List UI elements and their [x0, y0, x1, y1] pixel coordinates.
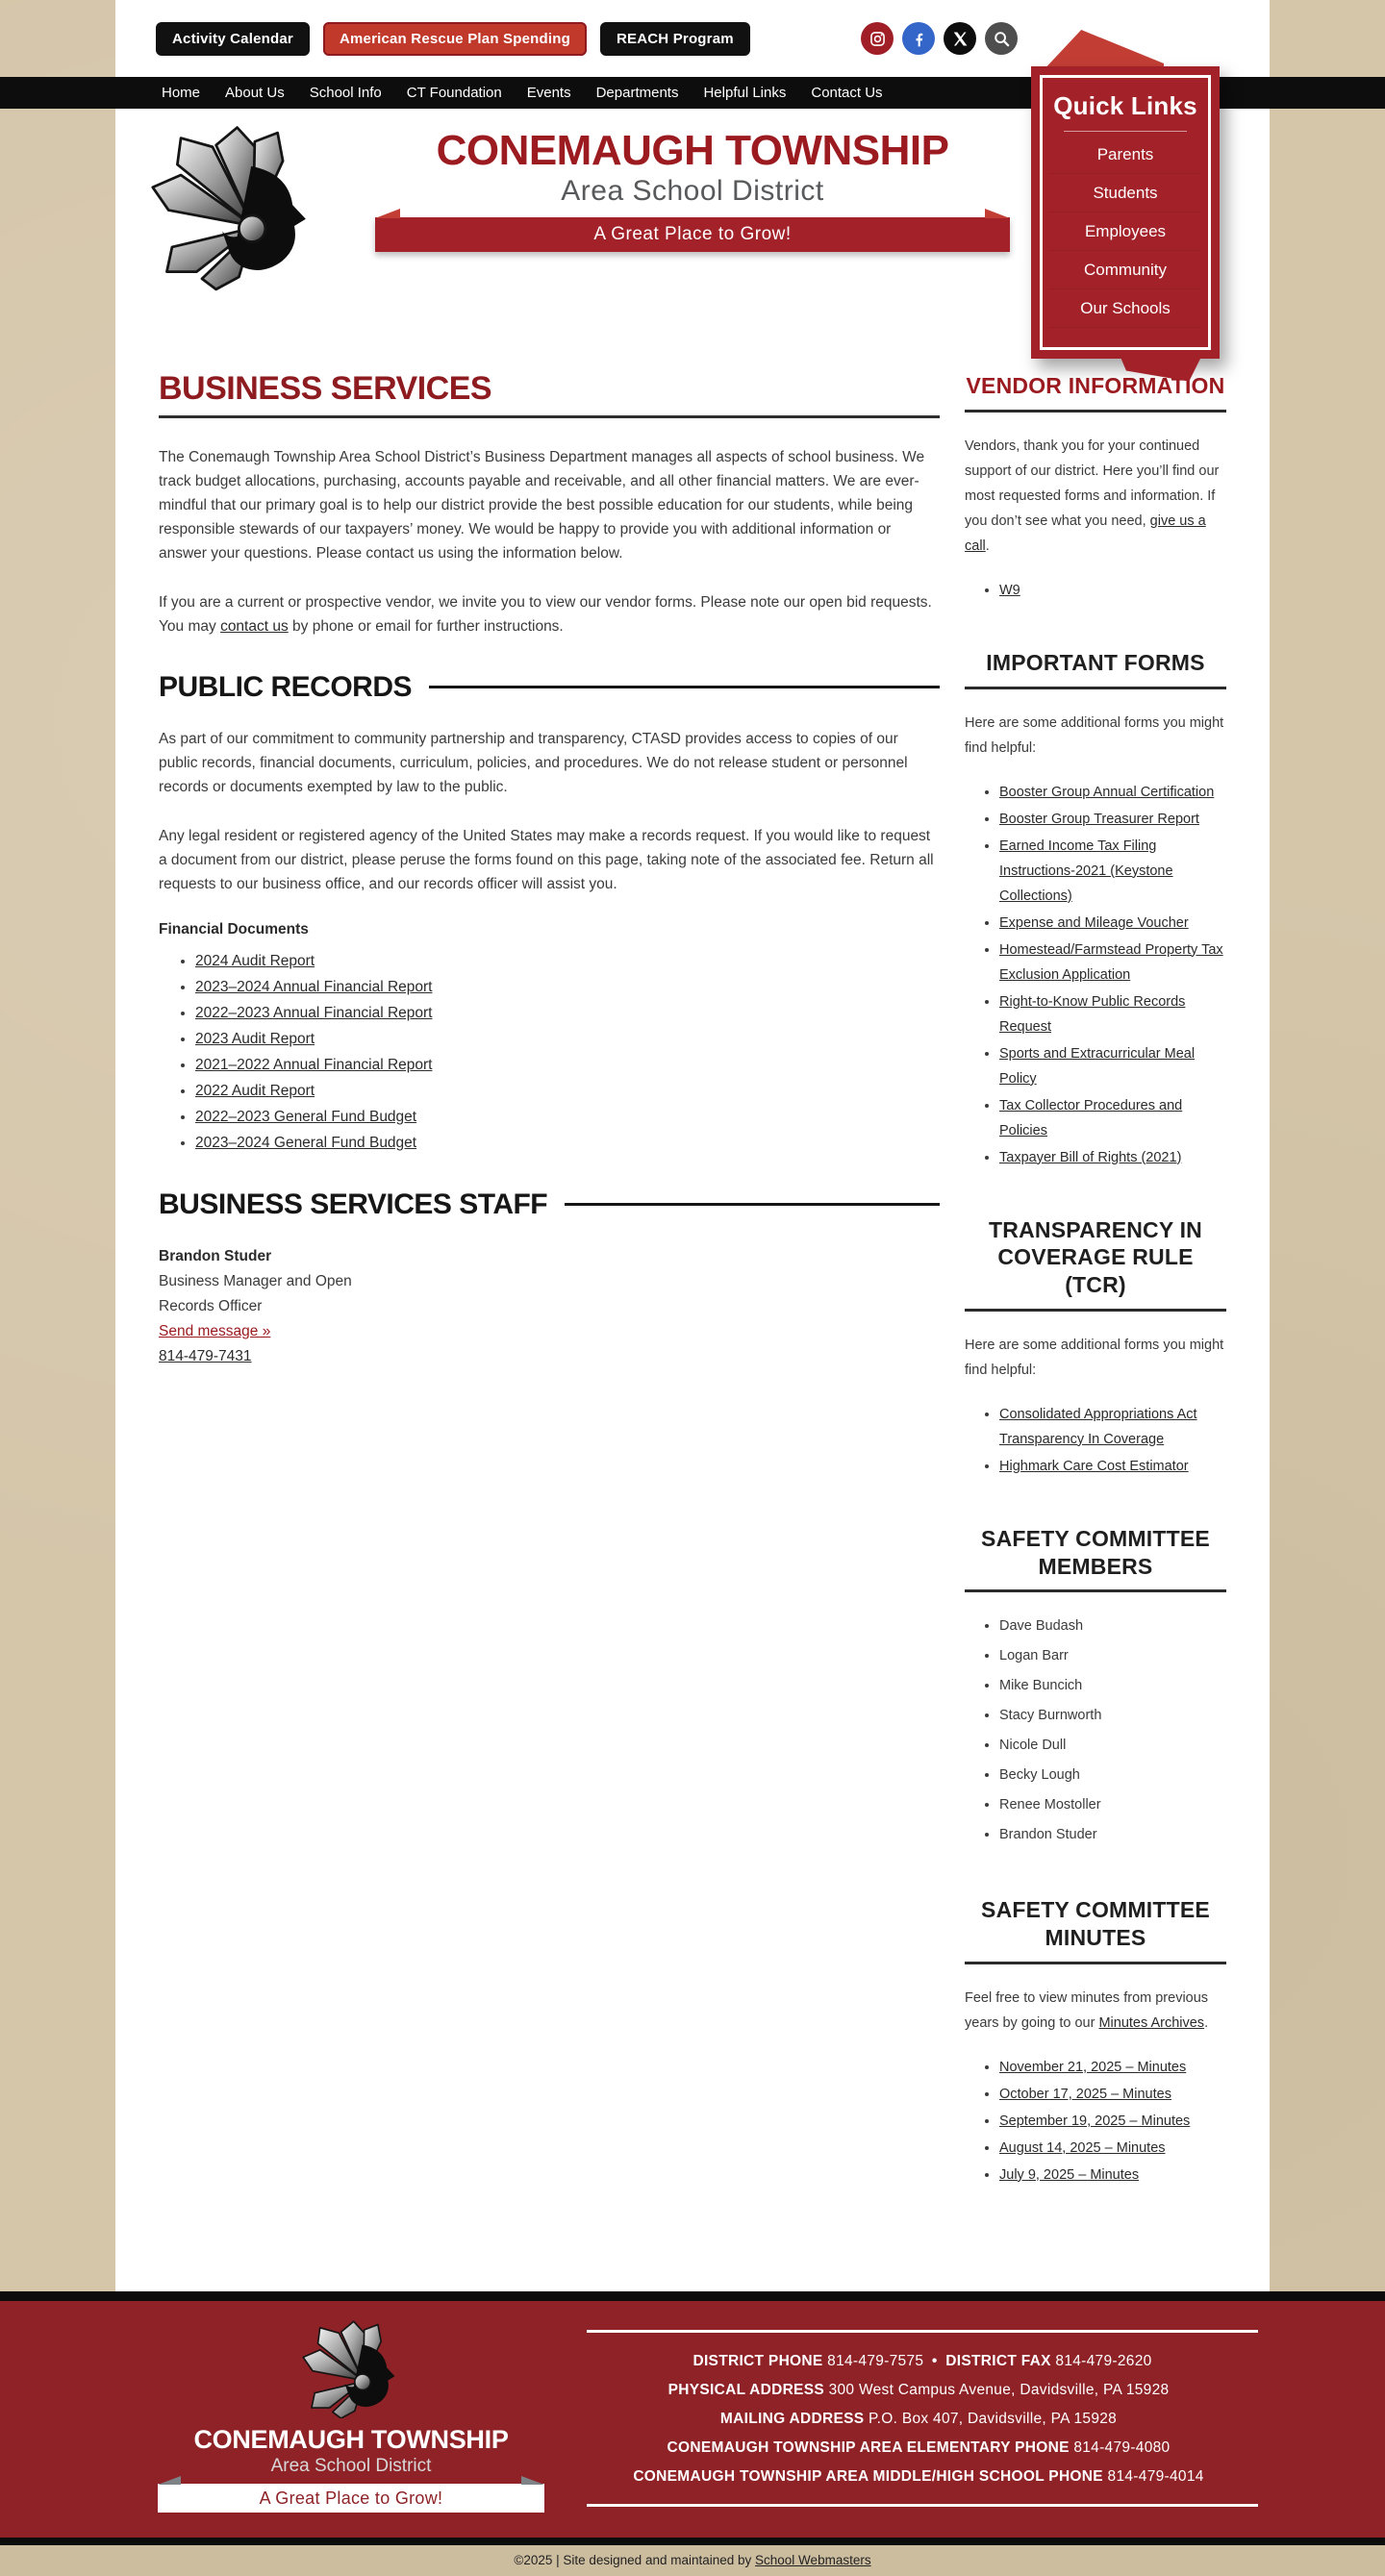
site-title: CONEMAUGH TOWNSHIP — [436, 127, 949, 174]
main-content — [159, 372, 940, 1369]
intro-paragraph: The Conemaugh Township Area School District’s Business Department manages all aspects of school business. We track budget allocations, purchasing, accounts payable and receivable, and all other financial matters. We are ever-mindful that our primary goal is to help our district provide the best possible education for our students, while being responsible stewards of our taxpayers’ money. We would be happy to provide you with additional information or answer your questions. Please contact us using the information below. — [159, 448, 925, 562]
tagline-banner: A Great Place to Grow! — [375, 217, 1010, 252]
vendor-link[interactable]: W9 — [999, 582, 1020, 598]
arp-spending-button[interactable]: American Rescue Plan Spending — [323, 22, 587, 56]
form-link-item — [999, 989, 1226, 1041]
quick-link-item[interactable] — [1050, 213, 1200, 251]
staff-name: Brandon Studer — [159, 1247, 272, 1264]
heading-rule — [965, 1589, 1226, 1592]
safety-minutes-text — [965, 1986, 1226, 2036]
staff-role-line: Records Officer — [159, 1297, 263, 1314]
contact-label: CONEMAUGH TOWNSHIP AREA ELEMENTARY PHONE — [667, 2438, 1070, 2456]
form-link[interactable]: Expense and Mileage Voucher — [999, 914, 1189, 931]
committee-member: • Mike Buncich — [999, 1673, 1226, 1703]
paragraph-text: If you are a current or prospective vendor, we invite you to view our vendor forms. Please note our open bid requests. You may — [159, 593, 932, 635]
form-link-item — [999, 834, 1226, 911]
nav-item[interactable] — [584, 85, 692, 102]
financial-documents-subheading: Financial Documents — [159, 920, 309, 938]
quick-links-list — [1050, 136, 1200, 328]
public-records-paragraph-1: As part of our commitment to community partnership and transparency, CTASD provides access to copies of our public records, financial documents, curriculum, policies, and procedures. We do not release student or personnel records or documents exempted by law to the public. — [159, 730, 908, 795]
form-link[interactable]: Earned Income Tax Filing Instructions-2021 (Keystone Collections) — [999, 838, 1173, 904]
form-link[interactable]: Right-to-Know Public Records Request — [999, 993, 1186, 1035]
facebook-icon[interactable] — [902, 22, 935, 55]
paragraph-text: . — [985, 538, 990, 554]
contact-row — [587, 2434, 1258, 2463]
minutes-link-item — [999, 2109, 1226, 2136]
document-link[interactable]: 2023–2024 General Fund Budget — [195, 1134, 417, 1151]
document-link[interactable]: 2023–2024 Annual Financial Report — [195, 978, 433, 995]
document-link[interactable]: 2022–2023 Annual Financial Report — [195, 1004, 433, 1021]
contact-value: 814-479-2620 — [1055, 2352, 1152, 2369]
vendor-paragraph — [159, 590, 940, 638]
copyright-bar — [0, 2545, 1385, 2576]
document-link[interactable]: 2022–2023 General Fund Budget — [195, 1108, 417, 1125]
tcr-intro: Here are some additional forms you might find helpful: — [965, 1337, 1224, 1378]
tcr-link[interactable]: Consolidated Appropriations Act Transparency In Coverage — [999, 1406, 1197, 1447]
document-link[interactable]: 2023 Audit Report — [195, 1030, 315, 1047]
district-logo-footer — [292, 2318, 410, 2418]
x-twitter-icon[interactable] — [944, 22, 976, 55]
committee-member: • Dave Budash — [999, 1613, 1226, 1643]
safety-minutes-list — [999, 2055, 1226, 2189]
minutes-link[interactable]: August 14, 2025 – Minutes — [999, 2139, 1166, 2156]
paragraph-text: . — [1204, 2014, 1209, 2031]
paragraph-text: by phone or email for further instructions. — [288, 617, 564, 635]
form-link-item — [999, 1041, 1226, 1093]
minutes-link-item — [999, 2055, 1226, 2082]
send-message-link[interactable]: Send message » — [159, 1322, 271, 1339]
topbar-buttons — [156, 22, 750, 56]
nav-link[interactable]: Helpful Links — [703, 84, 787, 101]
document-item — [195, 1078, 940, 1104]
form-link-item — [999, 938, 1226, 989]
document-item — [195, 974, 940, 1000]
search-icon[interactable] — [985, 22, 1018, 55]
sidebar — [965, 372, 1226, 2234]
minutes-link-item — [999, 2082, 1226, 2109]
nav-link[interactable]: Events — [526, 84, 571, 101]
contact-row — [587, 2376, 1258, 2405]
form-link-item — [999, 780, 1226, 807]
nav-item[interactable] — [213, 85, 297, 102]
tcr-heading: TRANSPARENCY IN COVERAGE RULE (TCR) — [989, 1216, 1202, 1297]
form-link-item — [999, 807, 1226, 834]
document-item — [195, 1026, 940, 1052]
tcr-link-item — [999, 1402, 1226, 1454]
quick-link[interactable]: Students — [1050, 174, 1200, 213]
document-link[interactable]: 2024 Audit Report — [195, 952, 315, 969]
contact-label: PHYSICAL ADDRESS — [667, 2381, 824, 2398]
important-forms-list — [999, 780, 1226, 1172]
minutes-link[interactable]: October 17, 2025 – Minutes — [999, 2086, 1171, 2102]
tcr-section — [965, 1216, 1226, 1481]
contact-row — [587, 2405, 1258, 2434]
nav-link[interactable]: Departments — [595, 84, 679, 101]
document-item — [195, 1130, 940, 1156]
committee-member: • Renee Mostoller — [999, 1792, 1226, 1822]
quick-links-title: Quick Links — [1053, 91, 1197, 120]
document-item — [195, 1000, 940, 1026]
contact-separator — [1169, 2382, 1176, 2398]
committee-member: • Logan Barr — [999, 1643, 1226, 1673]
nav-link[interactable]: Home — [162, 84, 201, 101]
vendor-links-list — [999, 578, 1226, 605]
committee-member: • Brandon Studer — [999, 1822, 1226, 1852]
contact-frame — [587, 2330, 1258, 2507]
contact-value: 300 West Campus Avenue, Davidsville, PA 15928 — [828, 2381, 1170, 2398]
contact-row — [587, 2347, 1258, 2376]
contact-separator — [1117, 2411, 1124, 2427]
public-records-paragraph-2: Any legal resident or registered agency of the United States may make a records request. If you would like to request a document from our district, please peruse the forms found on this page, taking note of the associated fee. Return all requests to our business office, and our records officer will assist you. — [159, 827, 934, 892]
minutes-link[interactable]: September 19, 2025 – Minutes — [999, 2113, 1191, 2129]
quick-link[interactable]: Employees — [1050, 213, 1200, 251]
nav-item[interactable] — [149, 85, 213, 102]
give-us-a-call-link[interactable]: give us a call — [965, 513, 1206, 554]
heading-rule — [565, 1203, 940, 1206]
quick-link-item[interactable] — [1050, 174, 1200, 213]
nav-item[interactable] — [515, 85, 584, 102]
school-webmasters-link[interactable]: School Webmasters — [755, 2552, 871, 2567]
footer-top-divider — [0, 2291, 1385, 2301]
minutes-link-item — [999, 2163, 1226, 2189]
form-link[interactable]: Homestead/Farmstead Property Tax Exclusion Application — [999, 941, 1223, 983]
footer-site-subtitle: Area School District — [270, 2455, 432, 2476]
footer-bottom-divider — [0, 2538, 1385, 2545]
quick-link[interactable]: Parents — [1050, 136, 1200, 174]
nav-item[interactable] — [394, 85, 515, 102]
footer-tagline-banner: A Great Place to Grow! — [158, 2484, 544, 2513]
safety-minutes-section — [965, 1896, 1226, 2189]
heading-rule — [965, 1962, 1226, 1964]
top-strip — [0, 0, 1385, 77]
committee-member: • Nicole Dull — [999, 1733, 1226, 1763]
footer-site-name: CONEMAUGH TOWNSHIP — [193, 2424, 509, 2454]
instagram-icon[interactable] — [861, 22, 894, 55]
contact-us-link[interactable]: contact us — [220, 617, 289, 635]
minutes-link[interactable]: July 9, 2025 – Minutes — [999, 2166, 1140, 2183]
staff-phone-link[interactable]: 814-479-7431 — [159, 1347, 252, 1364]
quick-link-item[interactable] — [1050, 136, 1200, 174]
safety-members-section — [965, 1525, 1226, 1853]
social-icons — [861, 22, 1018, 55]
nav-link[interactable]: CT Foundation — [406, 84, 502, 101]
heading-rule — [429, 686, 940, 688]
contact-value: P.O. Box 407, Davidsville, PA 15928 — [869, 2410, 1118, 2427]
committee-member: • Becky Lough — [999, 1763, 1226, 1792]
quick-links-panel — [1031, 66, 1220, 359]
contact-separator — [1204, 2468, 1212, 2485]
document-item — [195, 1104, 940, 1130]
heading-rule — [965, 687, 1226, 689]
staff-heading: BUSINESS SERVICES STAFF — [159, 1188, 548, 1220]
page-title: BUSINESS SERVICES — [159, 370, 492, 407]
document-link[interactable]: 2022 Audit Report — [195, 1082, 315, 1099]
nav-item[interactable] — [798, 85, 894, 102]
vendor-information-text — [965, 434, 1226, 559]
minutes-link[interactable]: November 21, 2025 – Minutes — [999, 2059, 1187, 2075]
site-footer — [0, 2301, 1385, 2538]
form-link[interactable]: Sports and Extracurricular Meal Policy — [999, 1045, 1196, 1087]
contact-label: MAILING ADDRESS — [719, 2410, 865, 2427]
heading-rule — [965, 1309, 1226, 1312]
contact-value: 814-479-4080 — [1073, 2438, 1171, 2456]
heading-rule — [159, 415, 940, 418]
quick-link-item[interactable] — [1050, 251, 1200, 289]
nav-link[interactable]: School Info — [309, 84, 382, 101]
safety-members-list — [999, 1613, 1226, 1852]
contact-label: DISTRICT PHONE — [692, 2352, 823, 2369]
nav-item[interactable] — [297, 85, 394, 102]
financial-documents-list — [195, 948, 940, 1156]
important-forms-section — [965, 649, 1226, 1172]
vendor-information-section — [965, 372, 1226, 605]
contact-row — [587, 2463, 1258, 2491]
heading-rule — [965, 410, 1226, 413]
tcr-link[interactable]: Highmark Care Cost Estimator — [999, 1458, 1189, 1474]
contact-value: 814-479-7575 — [827, 2352, 924, 2369]
committee-member: • Stacy Burnworth — [999, 1703, 1226, 1733]
tcr-links-list — [999, 1402, 1226, 1481]
staff-role-line: Business Manager and Open — [159, 1272, 352, 1289]
minutes-link-item — [999, 2136, 1226, 2163]
document-item — [195, 948, 940, 974]
quick-links-divider — [1064, 131, 1187, 132]
vendor-link-item — [999, 578, 1226, 605]
district-logo — [140, 120, 325, 291]
copyright-text: ©2025 | Site designed and maintained by — [514, 2552, 756, 2567]
public-records-heading: PUBLIC RECORDS — [159, 670, 413, 703]
document-link[interactable]: 2021–2022 Annual Financial Report — [195, 1056, 433, 1073]
contact-separator: • — [931, 2352, 938, 2369]
reach-program-button[interactable]: REACH Program — [600, 22, 750, 56]
form-link-item — [999, 1093, 1226, 1145]
document-item — [195, 1052, 940, 1078]
footer-brand — [115, 2301, 587, 2538]
nav-link[interactable]: About Us — [225, 84, 285, 101]
contact-label: CONEMAUGH TOWNSHIP AREA MIDDLE/HIGH SCHOOL PHONE — [633, 2467, 1103, 2485]
form-link[interactable]: Tax Collector Procedures and Policies — [999, 1097, 1183, 1138]
safety-members-heading: SAFETY COMMITTEE MEMBERS — [981, 1525, 1210, 1579]
quick-link[interactable]: Our Schools — [1050, 289, 1200, 328]
contact-separator — [1170, 2439, 1177, 2456]
nav-item[interactable] — [691, 85, 798, 102]
quick-link-item[interactable] — [1050, 289, 1200, 328]
form-link[interactable]: Booster Group Annual Certification — [999, 784, 1215, 800]
activity-calendar-button[interactable]: Activity Calendar — [156, 22, 310, 56]
contact-label: DISTRICT FAX — [945, 2352, 1051, 2369]
form-link[interactable]: Taxpayer Bill of Rights (2021) — [999, 1149, 1182, 1165]
paragraph-text: Vendors, thank you for your continued support of our district. Here you’ll find our most requested forms and information. If you don’t see what you need, — [965, 438, 1220, 529]
safety-minutes-heading: SAFETY COMMITTEE MINUTES — [981, 1897, 1210, 1950]
important-forms-intro: Here are some additional forms you might find helpful: — [965, 714, 1224, 756]
quick-link[interactable]: Community — [1050, 251, 1200, 289]
contact-value: 814-479-4014 — [1107, 2467, 1204, 2485]
form-link-item — [999, 1145, 1226, 1172]
vendor-information-heading: VENDOR INFORMATION — [966, 373, 1225, 398]
important-forms-heading: IMPORTANT FORMS — [986, 649, 1205, 675]
paragraph-text: Feel free to view minutes from previous years by going to our — [965, 1989, 1209, 2031]
form-link[interactable]: Booster Group Treasurer Report — [999, 811, 1199, 827]
form-link-item — [999, 911, 1226, 938]
tcr-link-item — [999, 1454, 1226, 1481]
minutes-archives-link[interactable]: Minutes Archives — [1098, 2014, 1205, 2031]
nav-link[interactable]: Contact Us — [811, 84, 883, 101]
footer-contact — [587, 2301, 1270, 2538]
site-subtitle: Area School District — [561, 175, 824, 207]
staff-card — [159, 1244, 940, 1369]
